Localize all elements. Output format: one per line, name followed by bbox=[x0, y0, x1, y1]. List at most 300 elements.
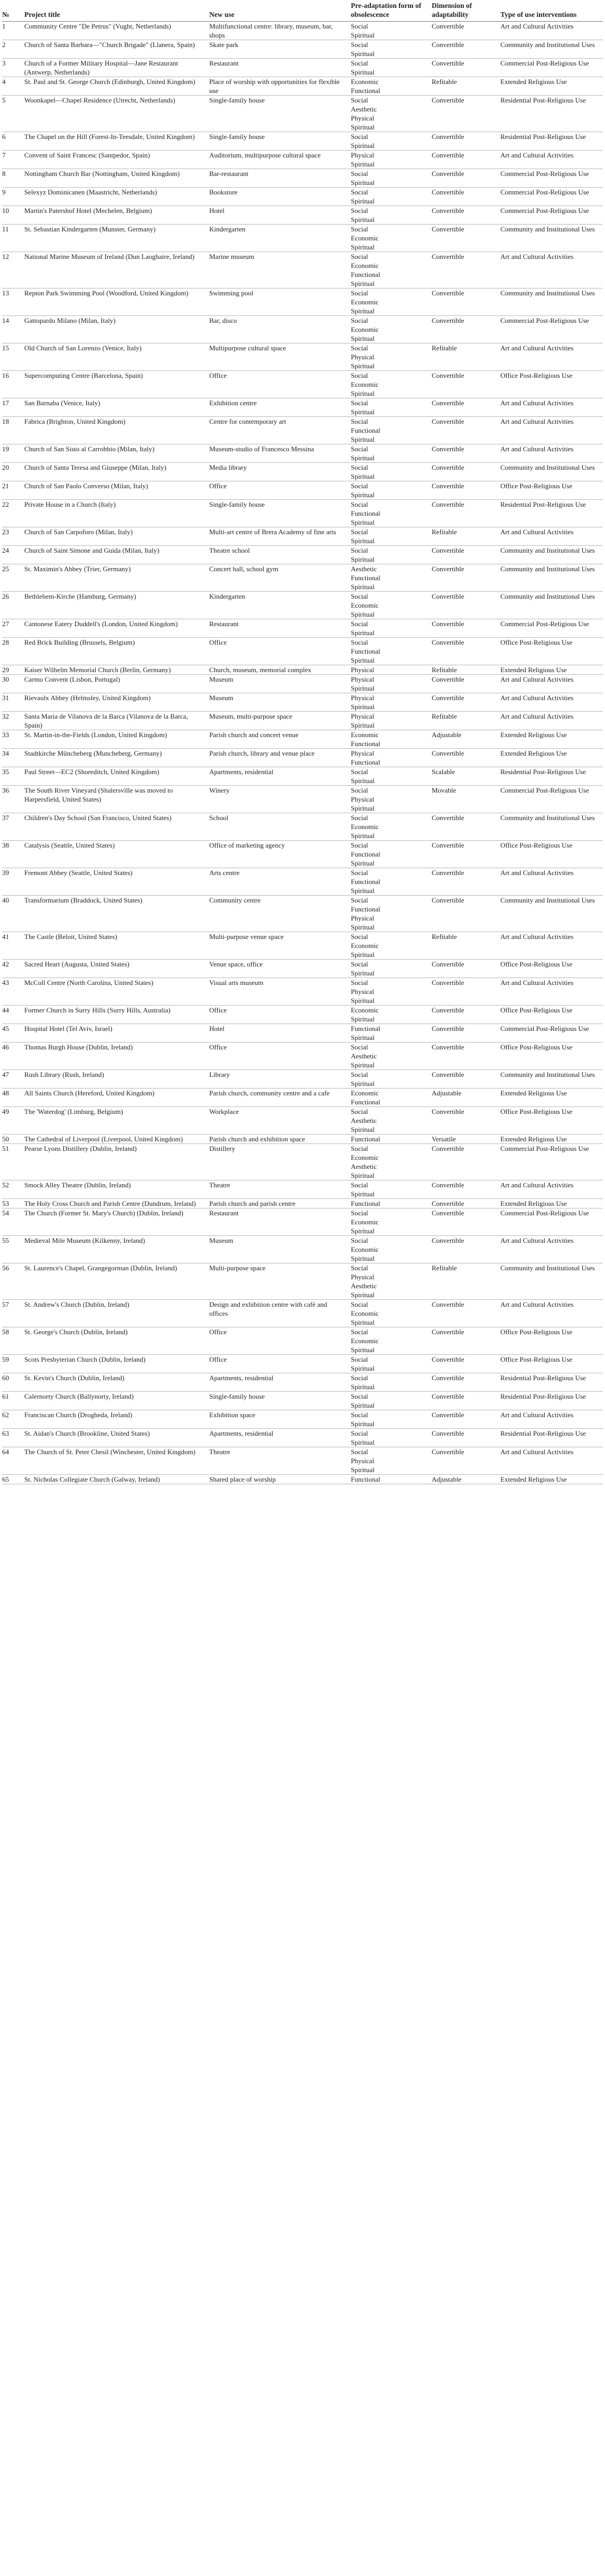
project-title: McColl Centre (North Carolina, United States) bbox=[24, 978, 209, 1006]
obsolescence-form: Social bbox=[351, 841, 368, 849]
project-title: Santa Maria de Vilanova de la Barca (Vilanova de la Barca, Spain) bbox=[24, 712, 209, 730]
obsolescence-form: Spiritual bbox=[351, 1080, 375, 1087]
project-title: St. Nicholas Collegiate Church (Galway, Ireland) bbox=[24, 1475, 209, 1484]
obsolescence-form: Functional bbox=[351, 1098, 380, 1106]
header-row bbox=[2, 1, 603, 22]
adaptability-dimension: Convertible bbox=[432, 1410, 500, 1429]
project-title: Community Centre "De Petrus" (Vught, Netherlands) bbox=[24, 22, 171, 30]
table-row bbox=[2, 786, 603, 813]
obsolescence-form: Social bbox=[351, 592, 368, 600]
project-title: Church of Santa Teresa and Giuseppe (Milan, Italy) bbox=[24, 463, 209, 481]
obsolescence-form: Spiritual bbox=[351, 537, 375, 545]
obsolescence-form: Economic bbox=[351, 380, 379, 388]
table-row bbox=[2, 730, 603, 749]
row-number: 20 bbox=[2, 463, 24, 481]
project-title: Smock Alley Theatre (Dublin, Ireland) bbox=[24, 1180, 209, 1199]
obsolescence-form: Spiritual bbox=[351, 1034, 375, 1041]
new-use: Office bbox=[209, 638, 351, 665]
project-title: St. Kevin's Church (Dublin, Ireland) bbox=[24, 1373, 209, 1392]
table-row bbox=[2, 1043, 603, 1070]
header-number: № bbox=[2, 1, 24, 22]
project-title: St. Maximin's Abbey (Trier, Germany) bbox=[24, 564, 209, 592]
obsolescence-form: Spiritual bbox=[351, 243, 375, 251]
new-use: Museum-studio of Francesco Messina bbox=[209, 444, 351, 463]
new-use: School bbox=[209, 813, 351, 841]
obsolescence-form: Spiritual bbox=[351, 832, 375, 840]
obsolescence-form: Spiritual bbox=[351, 408, 375, 416]
new-use: Museum bbox=[209, 1236, 351, 1263]
adaptability-dimension: Convertible bbox=[432, 564, 500, 592]
row-number: 17 bbox=[2, 398, 24, 417]
table-row bbox=[2, 417, 603, 444]
use-intervention-type: Art and Cultural Activities bbox=[500, 1180, 603, 1199]
obsolescence-form: Spiritual bbox=[351, 969, 375, 977]
table-row bbox=[2, 1410, 603, 1429]
project-title: Church of San Carpoforo (Milan, Italy) bbox=[24, 527, 209, 546]
use-intervention-type: Office Post-Religious Use bbox=[500, 1355, 603, 1373]
use-intervention-type: Extended Religious Use bbox=[500, 665, 603, 675]
use-intervention-type: Commercial Post-Religious Use bbox=[500, 188, 603, 206]
new-use: Concert hall, school gym bbox=[209, 564, 351, 592]
new-use: Venue space, office bbox=[209, 960, 351, 978]
project-title: Medieval Mile Museum (Kilkenny, Ireland) bbox=[24, 1236, 209, 1263]
project-title: The Church (Former St. Mary's Church) (Dublin, Ireland) bbox=[24, 1208, 209, 1236]
table-row bbox=[2, 1429, 603, 1447]
obsolescence-form: Social bbox=[351, 289, 368, 297]
obsolescence-form: Spiritual bbox=[351, 160, 375, 168]
obsolescence-form: Social bbox=[351, 317, 368, 324]
obsolescence-form: Spiritual bbox=[351, 555, 375, 563]
obsolescence-form: Spiritual bbox=[351, 1254, 375, 1262]
pre-adaptation-cell bbox=[351, 1392, 432, 1410]
project-title: St. George's Church (Dublin, Ireland) bbox=[24, 1327, 209, 1355]
pre-adaptation-cell bbox=[351, 813, 432, 841]
obsolescence-form: Physical bbox=[351, 114, 375, 122]
obsolescence-form: Physical bbox=[351, 694, 375, 702]
obsolescence-form: Economic bbox=[351, 1154, 379, 1161]
project-title: Rush Library (Rush, Ireland) bbox=[24, 1070, 209, 1089]
project-title: Private House in a Church (Italy) bbox=[24, 500, 209, 527]
table-row bbox=[2, 252, 603, 289]
obsolescence-form: Social bbox=[351, 170, 368, 178]
pre-adaptation-cell bbox=[351, 1107, 432, 1134]
obsolescence-form: Economic bbox=[351, 601, 379, 609]
row-number: 32 bbox=[2, 712, 24, 730]
obsolescence-form: Spiritual bbox=[351, 1190, 375, 1198]
obsolescence-form: Functional bbox=[351, 87, 380, 95]
obsolescence-form: Social bbox=[351, 1355, 368, 1363]
project-title: St. Paul and St. George Church (Edinburgh, United Kingdom) bbox=[24, 77, 209, 96]
adaptability-dimension: Refitable bbox=[432, 712, 500, 730]
adaptability-dimension: Convertible bbox=[432, 59, 500, 77]
pre-adaptation-cell bbox=[351, 417, 432, 444]
obsolescence-form: Spiritual bbox=[351, 1438, 375, 1446]
use-intervention-type: Extended Religious Use bbox=[500, 749, 603, 767]
use-intervention-type: Community and Institutional Uses bbox=[500, 896, 603, 932]
project-title: Church of San Sisto al Carrobbio (Milan, Italy) bbox=[24, 444, 209, 463]
obsolescence-form: Economic bbox=[351, 262, 379, 269]
pre-adaptation-cell bbox=[351, 693, 432, 712]
obsolescence-form: Spiritual bbox=[351, 389, 375, 397]
pre-adaptation-cell bbox=[351, 206, 432, 225]
obsolescence-form: Spiritual bbox=[351, 50, 375, 58]
obsolescence-form: Social bbox=[351, 979, 368, 987]
new-use: Museum, multi-purpose space bbox=[209, 712, 351, 730]
obsolescence-form: Social bbox=[351, 786, 368, 794]
pre-adaptation-cell bbox=[351, 1070, 432, 1089]
new-use: Media library bbox=[209, 463, 351, 481]
obsolescence-form: Social bbox=[351, 445, 368, 453]
new-use: Parish church and exhibition space bbox=[209, 1134, 351, 1144]
pre-adaptation-cell bbox=[351, 1475, 432, 1484]
table-row bbox=[2, 749, 603, 767]
project-title: St. Martin-in-the-Fields (London, United Kingdom) bbox=[24, 730, 209, 749]
row-number: 27 bbox=[2, 619, 24, 638]
new-use: Multi-purpose venue space bbox=[209, 932, 351, 960]
obsolescence-form: Social bbox=[351, 896, 368, 904]
table-row bbox=[2, 1208, 603, 1236]
table-row bbox=[2, 444, 603, 463]
obsolescence-form: Social bbox=[351, 207, 368, 215]
new-use: Marine museum bbox=[209, 252, 351, 289]
adaptability-dimension: Convertible bbox=[432, 1373, 500, 1392]
use-intervention-type: Office Post-Religious Use bbox=[500, 1043, 603, 1070]
row-number: 60 bbox=[2, 1373, 24, 1392]
obsolescence-form: Functional bbox=[351, 1199, 380, 1207]
obsolescence-form: Social bbox=[351, 1264, 368, 1272]
use-intervention-type: Commercial Post-Religious Use bbox=[500, 169, 603, 188]
project-title: Cantonese Eatery Duddell's (London, United Kingdom) bbox=[24, 619, 209, 638]
obsolescence-form: Spiritual bbox=[351, 997, 375, 1005]
project-title: Thomas Burgh House (Dublin, Ireland) bbox=[24, 1043, 209, 1070]
project-title: Kaiser Wilhelm Memorial Church (Berlin, Germany) bbox=[24, 665, 209, 675]
adaptability-dimension: Convertible bbox=[432, 638, 500, 665]
pre-adaptation-cell bbox=[351, 619, 432, 638]
obsolescence-form: Spiritual bbox=[351, 1291, 375, 1299]
obsolescence-form: Spiritual bbox=[351, 1126, 375, 1133]
obsolescence-form: Functional bbox=[351, 1135, 380, 1143]
pre-adaptation-cell bbox=[351, 868, 432, 896]
row-number: 29 bbox=[2, 665, 24, 675]
row-number: 64 bbox=[2, 1447, 24, 1475]
obsolescence-form: Social bbox=[351, 1448, 368, 1456]
adaptability-dimension: Convertible bbox=[432, 1107, 500, 1134]
new-use: Skate park bbox=[209, 40, 351, 59]
table-body bbox=[2, 22, 603, 1484]
row-number: 24 bbox=[2, 546, 24, 564]
pre-adaptation-cell bbox=[351, 1429, 432, 1447]
table-row bbox=[2, 151, 603, 169]
row-number: 54 bbox=[2, 1208, 24, 1236]
new-use: Bar-restaurant bbox=[209, 169, 351, 188]
new-use: Restaurant bbox=[209, 619, 351, 638]
obsolescence-form: Functional bbox=[351, 878, 380, 886]
row-number: 33 bbox=[2, 730, 24, 749]
row-number: 18 bbox=[2, 417, 24, 444]
use-intervention-type: Residential Post-Religious Use bbox=[500, 1373, 603, 1392]
table-row bbox=[2, 1373, 603, 1392]
use-intervention-type: Art and Cultural Activities bbox=[500, 693, 603, 712]
project-title: Nottingham Church Bar (Nottingham, United Kingdom) bbox=[24, 169, 209, 188]
table-row bbox=[2, 77, 603, 96]
row-number: 35 bbox=[2, 767, 24, 786]
use-intervention-type: Office Post-Religious Use bbox=[500, 1006, 603, 1024]
obsolescence-form: Spiritual bbox=[351, 1420, 375, 1428]
project-title: Former Church in Surry Hills (Surry Hills, Australia) bbox=[24, 1006, 209, 1024]
obsolescence-form: Spiritual bbox=[351, 1318, 375, 1326]
obsolescence-form: Spiritual bbox=[351, 197, 375, 205]
pre-adaptation-cell bbox=[351, 1180, 432, 1199]
new-use: Office bbox=[209, 481, 351, 500]
obsolescence-form: Social bbox=[351, 1411, 368, 1419]
obsolescence-form: Social bbox=[351, 371, 368, 379]
table-row bbox=[2, 500, 603, 527]
new-use: Apartments, residential bbox=[209, 1373, 351, 1392]
use-intervention-type: Art and Cultural Activities bbox=[500, 151, 603, 169]
obsolescence-form: Social bbox=[351, 933, 368, 941]
pre-adaptation-cell bbox=[351, 767, 432, 786]
row-number: 7 bbox=[2, 151, 24, 169]
use-intervention-type: Commercial Post-Religious Use bbox=[500, 59, 603, 77]
pre-adaptation-cell bbox=[351, 500, 432, 527]
row-number: 16 bbox=[2, 371, 24, 398]
use-intervention-type: Residential Post-Religious Use bbox=[500, 96, 603, 132]
row-number: 65 bbox=[2, 1475, 24, 1484]
use-intervention-type: Art and Cultural Activities bbox=[500, 343, 603, 371]
row-number: 50 bbox=[2, 1134, 24, 1144]
use-intervention-type: Office Post-Religious Use bbox=[500, 960, 603, 978]
project-title: Fremont Abbey (Seattle, United States) bbox=[24, 868, 209, 896]
row-number: 47 bbox=[2, 1070, 24, 1089]
obsolescence-form: Social bbox=[351, 463, 368, 471]
new-use: Hotel bbox=[209, 206, 351, 225]
table-row bbox=[2, 169, 603, 188]
obsolescence-form: Spiritual bbox=[351, 1171, 375, 1179]
adaptability-dimension: Convertible bbox=[432, 1208, 500, 1236]
adaptability-dimension: Adjustable bbox=[432, 730, 500, 749]
obsolescence-form: Functional bbox=[351, 271, 380, 278]
row-number: 14 bbox=[2, 316, 24, 343]
obsolescence-form: Aesthetic bbox=[351, 565, 377, 573]
obsolescence-form: Spiritual bbox=[351, 307, 375, 315]
pre-adaptation-cell bbox=[351, 1208, 432, 1236]
row-number: 53 bbox=[2, 1199, 24, 1208]
adaptability-dimension: Convertible bbox=[432, 1144, 500, 1180]
new-use: Theatre school bbox=[209, 546, 351, 564]
row-number: 23 bbox=[2, 527, 24, 546]
new-use: Auditorium, multipurpose cultural space bbox=[209, 151, 351, 169]
pre-adaptation-cell bbox=[351, 932, 432, 960]
adaptability-dimension: Convertible bbox=[432, 1070, 500, 1089]
obsolescence-form: Social bbox=[351, 960, 368, 968]
row-number: 8 bbox=[2, 169, 24, 188]
use-intervention-type: Art and Cultural Activities bbox=[500, 1447, 603, 1475]
table-row bbox=[2, 665, 603, 675]
obsolescence-form: Economic bbox=[351, 326, 379, 333]
obsolescence-form: Social bbox=[351, 41, 368, 49]
use-intervention-type: Art and Cultural Activities bbox=[500, 22, 574, 30]
pre-adaptation-cell bbox=[351, 1089, 432, 1107]
pre-adaptation-cell bbox=[351, 169, 432, 188]
project-title: The Chapel on the Hill (Forest-In-Teesdale, United Kingdom) bbox=[24, 132, 209, 151]
new-use: Arts centre bbox=[209, 868, 351, 896]
use-intervention-type: Community and Institutional Uses bbox=[500, 225, 603, 252]
obsolescence-form: Spiritual bbox=[351, 334, 375, 342]
pre-adaptation-cell bbox=[351, 40, 432, 59]
obsolescence-form: Spiritual bbox=[351, 684, 375, 692]
project-title: Children's Day School (San Francisco, United States) bbox=[24, 813, 209, 841]
pre-adaptation-cell bbox=[351, 564, 432, 592]
new-use: Office of marketing agency bbox=[209, 841, 351, 868]
table-row bbox=[2, 188, 603, 206]
adaptability-dimension: Convertible bbox=[432, 896, 500, 932]
pre-adaptation-cell bbox=[351, 1134, 432, 1144]
table-row bbox=[2, 712, 603, 730]
adaptability-dimension: Refitable bbox=[432, 1263, 500, 1300]
new-use: Office bbox=[209, 1327, 351, 1355]
row-number: 34 bbox=[2, 749, 24, 767]
obsolescence-form: Social bbox=[351, 253, 368, 261]
adaptability-dimension: Convertible bbox=[432, 151, 500, 169]
obsolescence-form: Spiritual bbox=[351, 777, 375, 785]
use-intervention-type: Commercial Post-Religious Use bbox=[500, 316, 603, 343]
adaptability-dimension: Convertible bbox=[432, 40, 500, 59]
obsolescence-form: Economic bbox=[351, 823, 379, 831]
new-use: Parish church, community centre and a cafe bbox=[209, 1089, 351, 1107]
obsolescence-form: Spiritual bbox=[351, 1401, 375, 1409]
row-number: 52 bbox=[2, 1180, 24, 1199]
adaptability-dimension: Refitable bbox=[432, 932, 500, 960]
obsolescence-form: Social bbox=[351, 417, 368, 425]
obsolescence-form: Social bbox=[351, 500, 368, 508]
row-number: 3 bbox=[2, 59, 24, 77]
new-use: Single-family house bbox=[209, 96, 351, 132]
table-row bbox=[2, 1392, 603, 1410]
header-pre-adaptation: Pre-adaptation form of obsolescence bbox=[351, 1, 432, 22]
project-title: San Barnaba (Venice, Italy) bbox=[24, 398, 209, 417]
obsolescence-form: Spiritual bbox=[351, 703, 375, 711]
table-row bbox=[2, 398, 603, 417]
project-title: Catalysis (Seattle, United States) bbox=[24, 841, 209, 868]
new-use: Apartments, residential bbox=[209, 1429, 351, 1447]
use-intervention-type: Commercial Post-Religious Use bbox=[500, 786, 603, 813]
use-intervention-type: Extended Religious Use bbox=[500, 1475, 603, 1484]
project-title: Transformarium (Braddock, United States) bbox=[24, 896, 209, 932]
use-intervention-type: Art and Cultural Activities bbox=[500, 978, 603, 1006]
row-number: 13 bbox=[2, 289, 24, 316]
header-new-use: New use bbox=[209, 1, 351, 22]
new-use: Museum bbox=[209, 693, 351, 712]
row-number: 59 bbox=[2, 1355, 24, 1373]
use-intervention-type: Residential Post-Religious Use bbox=[500, 1392, 603, 1410]
obsolescence-form: Social bbox=[351, 1429, 368, 1437]
pre-adaptation-cell bbox=[351, 22, 432, 40]
pre-adaptation-cell bbox=[351, 592, 432, 619]
pre-adaptation-cell bbox=[351, 96, 432, 132]
pre-adaptation-cell bbox=[351, 1024, 432, 1043]
use-intervention-type: Art and Cultural Activities bbox=[500, 252, 603, 289]
new-use: Hotel bbox=[209, 1024, 351, 1043]
table-row bbox=[2, 1180, 603, 1199]
table-row bbox=[2, 481, 603, 500]
adaptability-dimension: Convertible bbox=[432, 398, 500, 417]
pre-adaptation-cell bbox=[351, 1373, 432, 1392]
obsolescence-form: Spiritual bbox=[351, 1015, 375, 1023]
pre-adaptation-cell bbox=[351, 960, 432, 978]
use-intervention-type: Extended Religious Use bbox=[500, 1199, 603, 1208]
table-row bbox=[2, 1144, 603, 1180]
table-row bbox=[2, 1475, 603, 1484]
row-number: 43 bbox=[2, 978, 24, 1006]
new-use: Exhibition centre bbox=[209, 398, 351, 417]
new-use: Design and exhibition centre with café and offices bbox=[209, 1300, 351, 1327]
obsolescence-form: Aesthetic bbox=[351, 1163, 377, 1170]
adaptability-dimension: Convertible bbox=[432, 417, 500, 444]
obsolescence-form: Spiritual bbox=[351, 179, 375, 187]
project-title: St. Aidan's Church (Brookline, United States) bbox=[24, 1429, 209, 1447]
use-intervention-type: Art and Cultural Activities bbox=[500, 712, 603, 730]
adaptability-dimension: Convertible bbox=[432, 978, 500, 1006]
new-use: Restaurant bbox=[209, 1208, 351, 1236]
project-title: The Holy Cross Church and Parish Centre (Dundrum, Ireland) bbox=[24, 1199, 209, 1208]
pre-adaptation-cell bbox=[351, 527, 432, 546]
use-intervention-type: Art and Cultural Activities bbox=[500, 1300, 603, 1327]
row-number: 55 bbox=[2, 1236, 24, 1263]
use-intervention-type: Community and Institutional Uses bbox=[500, 564, 603, 592]
obsolescence-form: Spiritual bbox=[351, 804, 375, 812]
project-title: St. Andrew's Church (Dublin, Ireland) bbox=[24, 1300, 209, 1327]
obsolescence-form: Spiritual bbox=[351, 1364, 375, 1372]
project-title: Church of Santa Barbara—"Church Brigade" (Llanera, Spain) bbox=[24, 40, 209, 59]
obsolescence-form: Physical bbox=[351, 675, 375, 683]
pre-adaptation-cell bbox=[351, 1144, 432, 1180]
pre-adaptation-cell bbox=[351, 1263, 432, 1300]
use-intervention-type: Community and Institutional Uses bbox=[500, 1263, 603, 1300]
table-row bbox=[2, 896, 603, 932]
adaptability-dimension: Convertible bbox=[432, 481, 500, 500]
adaptability-dimension: Convertible bbox=[432, 1300, 500, 1327]
obsolescence-form: Aesthetic bbox=[351, 1117, 377, 1124]
project-title: Carmo Convent (Lisbon, Portugal) bbox=[24, 675, 209, 693]
table-row bbox=[2, 546, 603, 564]
new-use: Multifunctional centre: library, museum, bar, shops bbox=[209, 22, 333, 39]
obsolescence-form: Social bbox=[351, 1328, 368, 1336]
obsolescence-form: Spiritual bbox=[351, 68, 375, 76]
table-row bbox=[2, 619, 603, 638]
new-use: Kindergarten bbox=[209, 592, 351, 619]
obsolescence-form: Spiritual bbox=[351, 887, 375, 895]
adaptability-dimension: Convertible bbox=[432, 1429, 500, 1447]
adaptability-dimension: Convertible bbox=[432, 592, 500, 619]
obsolescence-form: Spiritual bbox=[351, 454, 375, 462]
obsolescence-form: Spiritual bbox=[351, 583, 375, 591]
obsolescence-form: Economic bbox=[351, 1309, 379, 1317]
adaptability-dimension: Convertible bbox=[432, 1447, 500, 1475]
table-row bbox=[2, 592, 603, 619]
row-number: 30 bbox=[2, 675, 24, 693]
pre-adaptation-cell bbox=[351, 638, 432, 665]
obsolescence-form: Social bbox=[351, 59, 368, 67]
new-use: Theatre bbox=[209, 1447, 351, 1475]
table-row bbox=[2, 59, 603, 77]
obsolescence-form: Economic bbox=[351, 942, 379, 950]
obsolescence-form: Spiritual bbox=[351, 951, 375, 959]
project-title: Church of San Paolo Converso (Milan, Italy) bbox=[24, 481, 209, 500]
table-row bbox=[2, 289, 603, 316]
project-title: Gattopardo Milano (Milan, Italy) bbox=[24, 316, 209, 343]
obsolescence-form: Social bbox=[351, 1043, 368, 1051]
pre-adaptation-cell bbox=[351, 841, 432, 868]
